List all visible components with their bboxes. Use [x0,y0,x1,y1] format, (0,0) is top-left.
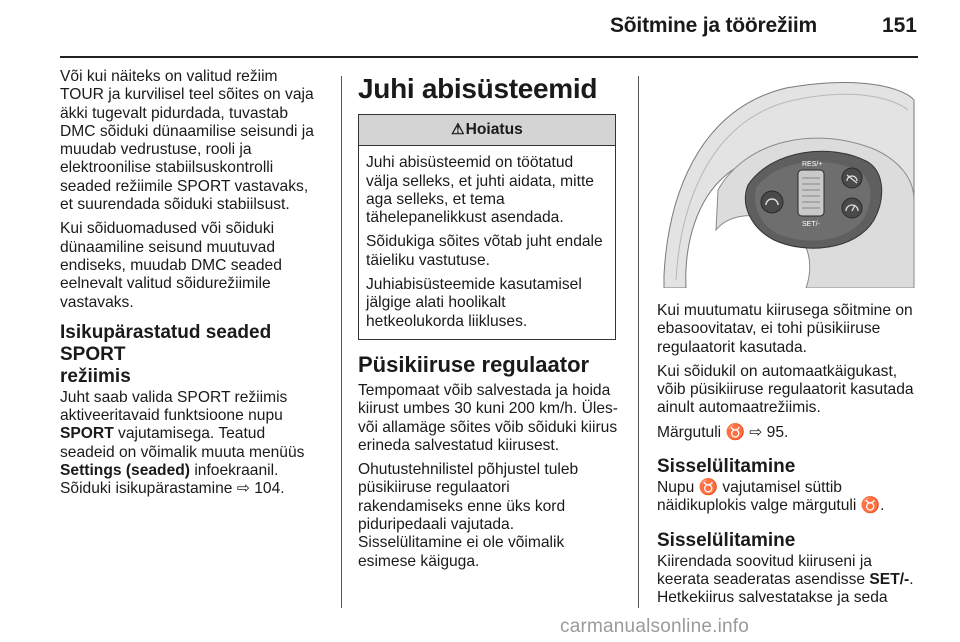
page-ref-arrow-icon: ⇨ [236,480,250,498]
cruise-control-icon: ♉ [725,423,745,441]
right-paragraph-3: Märgutuli ♉ ⇨ 95. [657,423,789,441]
page-number: 151 [881,14,917,37]
warning-triangle-icon: ⚠ [451,121,465,138]
column-divider-1 [341,76,342,608]
middle-paragraph-1: Tempomaat võib salvestada ja hoida kiirust umbes 30 kuni 200 km/h. Üles- või allamäge sõites võib sõiduki kiirus erineda salvestatud kiirusest. [358,381,618,454]
warning-paragraph-3: Juhiabisüsteemide kasutamisel jälgige alati hoolikalt hetkeolukorda liikluses. [366,276,582,330]
cruise-control-icon: ♉ [860,497,881,515]
heading-driver-assistance: Juhi abisüsteemid [358,73,598,104]
warning-box [358,114,616,340]
settings-keyword: Settings (seaded) [60,462,190,480]
left-paragraph-1: Või kui näiteks on valitud režiim TOUR ja kurvilisel teel sõites on vaja äkki tugevalt pidurdada, tuvastab DMC sõiduki dünaamilise seisundi ja muudab vedrustuse, rooli ja elektroonilise stabiilsuskontrolli seaded režiimile SPORT vastavaks, et suurendada sõiduki stabiilsust. [60,68,314,214]
res-plus-label: RES/+ [802,161,823,168]
left-paragraph-2: Kui sõiduomadused või sõiduki dünaamiline seisund muutuvad endiseks, muudab DMC seaded eelnevalt valitud sõidurežiimile vastavaks. [60,220,282,311]
watermark: carmanualsonline.info [560,616,750,637]
right-paragraph-4: Nupu ♉ vajutamisel süttib näidikuplokis valge märgutuli ♉. [657,479,885,515]
right-column [657,302,927,614]
heading-switch-on-2: Sisselülitamine [657,529,796,551]
page-ref-link[interactable]: 95. [766,423,789,441]
sport-keyword: SPORT [60,425,114,443]
header-rule [60,56,918,58]
page-header-title: Sõitmine ja töörežiim [610,14,817,37]
page-ref-arrow-icon: ⇨ [749,423,763,441]
warning-title: Hoiatus [465,121,523,138]
left-column [60,68,332,505]
right-paragraph-2: Kui sõidukil on automaatkäigukast, võib püsikiiruse regulaatorit kasutada ainult automaatrežiimis. [657,362,914,417]
warning-body [359,146,615,339]
right-paragraph-5: Kiirendada soovitud kiiruseni ja keerata seaderatas asendisse SET/-. Hetkekiirus salvestatakse ja seda [657,552,914,607]
steering-wheel-illustration [656,80,916,288]
cruise-control-icon: ♉ [698,479,719,497]
steering-wheel-drawing [656,80,916,288]
right-paragraph-1: Kui muutumatu kiirusega sõitmine on ebasoovitatav, ei tohi püsikiiruse regulaatorit kasutada. [657,302,913,356]
middle-paragraph-2: Ohutustehnilistel põhjustel tuleb püsikiiruse regulaatori rakendamiseks enne üks kord piduripedaali vajutada. Sisselülitamine ei ole võimalik esimese käiguga. [358,461,579,570]
heading-cruise-control: Püsikiiruse regulaator [358,351,590,377]
set-minus-label: SET/- [802,221,820,228]
column-divider-2 [638,76,639,608]
heading-personalized-settings: Isikupärastatud seaded SPORT režiimis [60,321,272,387]
warning-paragraph-1: Juhi abisüsteemid on töötatud välja selleks, et juhti aidata, mitte aga selleks, et tema tähelepanelikkust asendada. [366,154,594,227]
heading-switch-on: Sisselülitamine [657,456,796,478]
warning-header [359,115,615,146]
warning-paragraph-2: Sõidukiga sõites võtab juht endale täieliku vastutuse. [366,233,603,269]
set-minus-keyword: SET/- [869,570,910,588]
left-paragraph-3: Juht saab valida SPORT režiimis aktiveeritavaid funktsioone nupu SPORT vajutamisega. Teatud seadeid on võimalik muuta menüüs Settings (seaded) infoekraanil. Sõiduki isikupärastamine ⇨ 104. [60,388,305,498]
middle-column [358,68,628,577]
page-ref-link[interactable]: 104. [254,480,285,498]
